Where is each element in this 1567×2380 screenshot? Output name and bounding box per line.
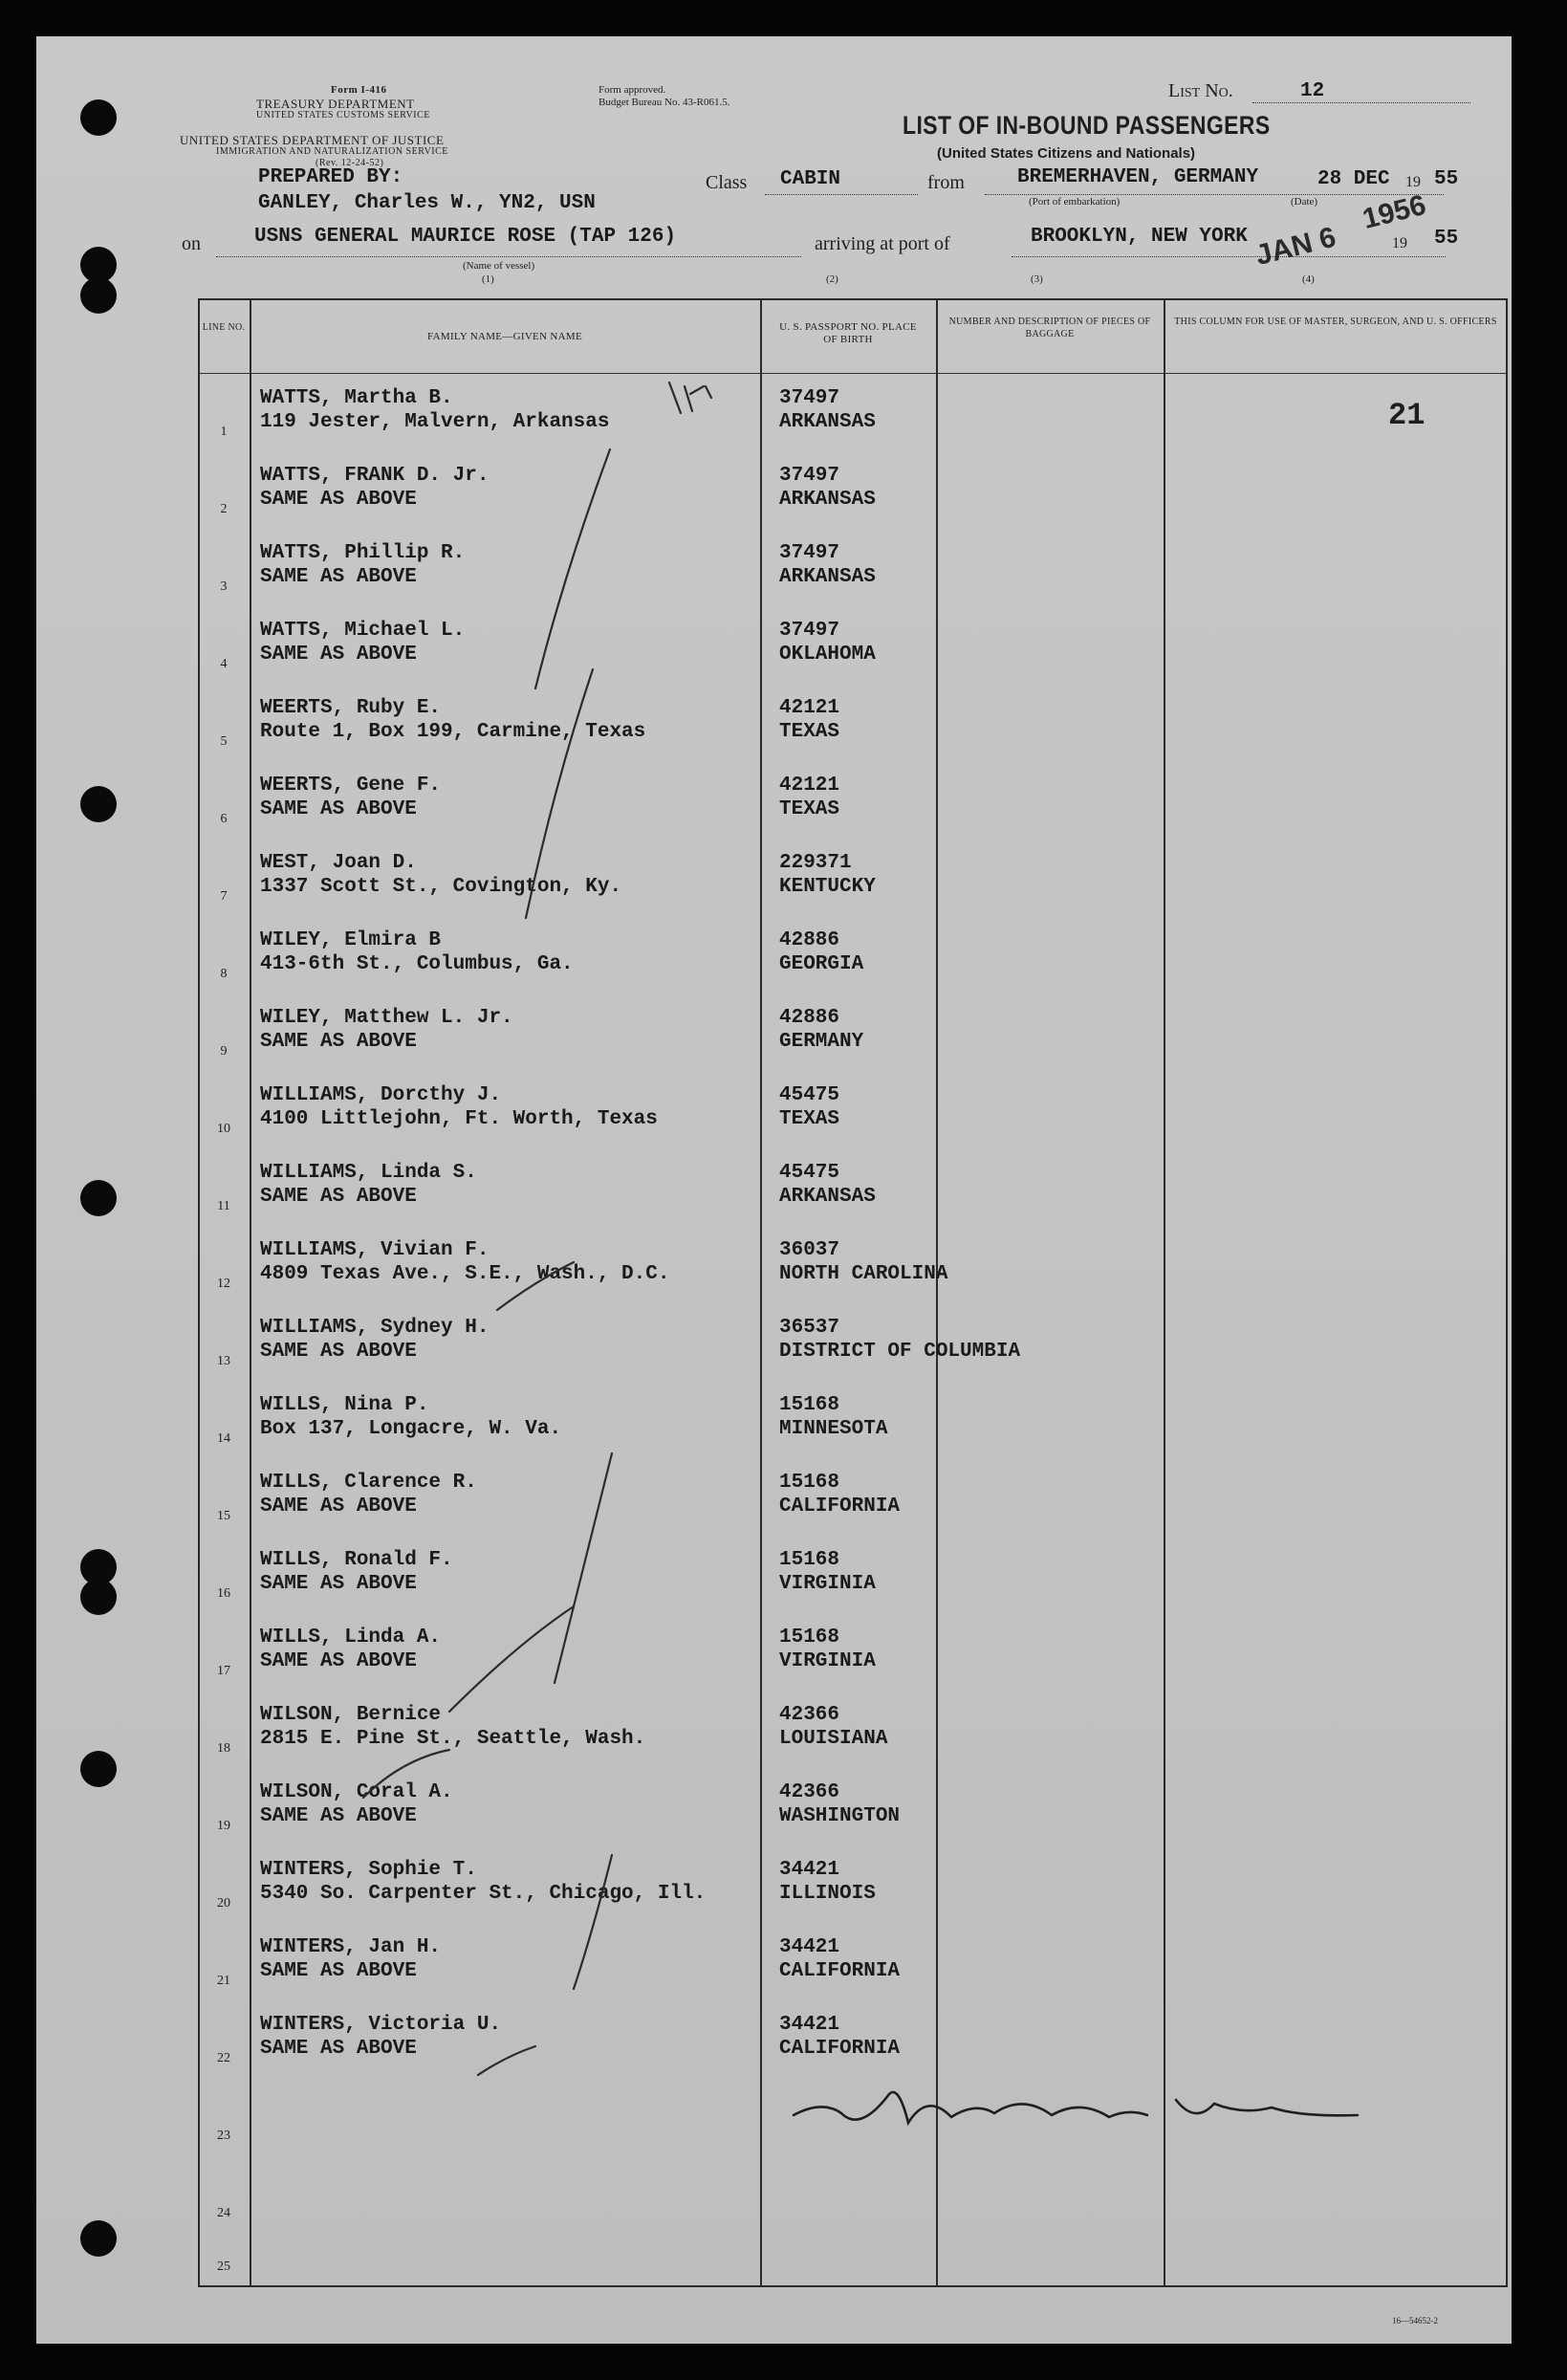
table-row: 3 WATTS, Phillip R. SAME AS ABOVE 37497 ARKANSAS: [220, 542, 876, 594]
passport-number: 42366: [779, 1781, 840, 1803]
arrival-line: [1012, 256, 1446, 257]
binder-hole: [80, 1751, 117, 1787]
year-value: 55: [1434, 168, 1459, 190]
col-header-officers: THIS COLUMN FOR USE OF MASTER, SURGEON, AND U. S. OFFICERS: [1174, 317, 1497, 327]
passenger-address: SAME AS ABOVE: [260, 1031, 417, 1053]
form-number: Form I-416: [331, 84, 387, 96]
place-of-birth: DISTRICT OF COLUMBIA: [779, 1341, 1021, 1363]
passenger-address: 5340 So. Carpenter St., Chicago, Ill.: [260, 1883, 707, 1905]
passport-number: 37497: [779, 620, 840, 642]
place-of-birth: NORTH CAROLINA: [779, 1263, 948, 1285]
table-row: 23: [217, 2129, 230, 2143]
passenger-address: SAME AS ABOVE: [260, 566, 417, 588]
table-row: 12 WILLIAMS, Vivian F. 4809 Texas Ave., S.E., Wash., D.C. 36037 NORTH CAROLINA: [217, 1239, 948, 1291]
table-row: 6 WEERTS, Gene F. SAME AS ABOVE 42121 TEXAS: [220, 775, 840, 826]
arrival-year-stamp: 1956: [1360, 188, 1429, 236]
table-row: 18 WILSON, Bernice 2815 E. Pine St., Seattle, Wash. 42366 LOUISIANA: [217, 1704, 888, 1756]
from-label: from: [927, 172, 965, 193]
passenger-address: 119 Jester, Malvern, Arkansas: [260, 411, 610, 433]
passport-number: 42886: [779, 929, 840, 951]
passenger-address: 4809 Texas Ave., S.E., Wash., D.C.: [260, 1263, 670, 1285]
passenger-name: WILEY, Elmira B: [260, 929, 442, 951]
customs-service: UNITED STATES CUSTOMS SERVICE: [256, 110, 430, 120]
prepared-by-value: GANLEY, Charles W., YN2, USN: [258, 192, 596, 214]
passport-number: 15168: [779, 1394, 840, 1416]
date-value: 28 DEC: [1317, 168, 1390, 190]
passenger-address: SAME AS ABOVE: [260, 489, 417, 511]
passenger-address: SAME AS ABOVE: [260, 1960, 417, 1982]
passenger-name: WILLIAMS, Dorcthy J.: [260, 1084, 502, 1106]
passport-number: 15168: [779, 1472, 840, 1494]
place-of-birth: TEXAS: [779, 798, 840, 820]
passport-number: 42121: [779, 697, 840, 719]
passenger-name: WILLIAMS, Linda S.: [260, 1162, 477, 1184]
passport-number: 34421: [779, 1859, 840, 1881]
table-row: 4 WATTS, Michael L. SAME AS ABOVE 37497 OKLAHOMA: [220, 620, 876, 671]
treasury-dept: TREASURY DEPARTMENT: [256, 97, 415, 111]
passenger-name: WATTS, FRANK D. Jr.: [260, 465, 490, 487]
passenger-name: WINTERS, Sophie T.: [260, 1859, 477, 1881]
vessel-line: [216, 256, 801, 257]
place-of-birth: ARKANSAS: [779, 566, 876, 588]
passenger-address: SAME AS ABOVE: [260, 644, 417, 666]
arrival-year: 55: [1434, 228, 1459, 250]
binder-hole: [80, 2220, 117, 2257]
table-row: 21 WINTERS, Jan H. SAME AS ABOVE 34421 CALIFORNIA: [217, 1936, 901, 1988]
vessel-name: USNS GENERAL MAURICE ROSE (TAP 126): [254, 226, 677, 248]
passenger-address: SAME AS ABOVE: [260, 1573, 417, 1595]
table-row: 25: [217, 2260, 230, 2274]
prepared-by-label: PREPARED BY:: [258, 166, 403, 188]
passenger-address: 2815 E. Pine St., Seattle, Wash.: [260, 1728, 646, 1750]
revision: (Rev. 12-24-52): [316, 158, 384, 168]
binder-hole: [80, 1180, 117, 1216]
passenger-address: Box 137, Longacre, W. Va.: [260, 1418, 562, 1440]
passenger-name: WILLS, Linda A.: [260, 1627, 442, 1649]
col-header-line: LINE NO.: [202, 322, 246, 333]
table-row: 15 WILLS, Clarence R. SAME AS ABOVE 15168 CALIFORNIA: [217, 1472, 901, 1523]
passport-number: 34421: [779, 2014, 840, 2036]
arrival-date-stamp: JAN 6: [1252, 221, 1339, 273]
passport-number: 42886: [779, 1007, 840, 1029]
passenger-name: WILLS, Nina P.: [260, 1394, 429, 1416]
place-of-birth: CALIFORNIA: [779, 1960, 901, 1982]
passport-number: 37497: [779, 542, 840, 564]
place-of-birth: TEXAS: [779, 721, 840, 743]
table-row: 10 WILLIAMS, Dorcthy J. 4100 Littlejohn, Ft. Worth, Texas 45475 TEXAS: [217, 1084, 840, 1136]
list-no-line: [1252, 102, 1470, 103]
passport-number: 15168: [779, 1627, 840, 1649]
on-label: on: [182, 233, 201, 254]
passenger-name: WILSON, Coral A.: [260, 1781, 453, 1803]
year-prefix: 19: [1405, 174, 1421, 190]
place-of-birth: VIRGINIA: [779, 1573, 876, 1595]
caption-col1: (1): [482, 273, 494, 285]
passenger-address: Route 1, Box 199, Carmine, Texas: [260, 721, 646, 743]
passenger-name: WEERTS, Ruby E.: [260, 697, 442, 719]
class-value: CABIN: [780, 168, 841, 190]
place-of-birth: GEORGIA: [779, 953, 864, 975]
place-of-birth: CALIFORNIA: [779, 2038, 901, 2060]
place-of-birth: ARKANSAS: [779, 1186, 876, 1208]
date-caption: (Date): [1291, 196, 1318, 207]
page-title: LIST OF IN-BOUND PASSENGERS: [903, 111, 1271, 140]
passenger-address: SAME AS ABOVE: [260, 798, 417, 820]
form-approved: Form approved.: [599, 84, 666, 96]
passenger-address: 413-6th St., Columbus, Ga.: [260, 953, 574, 975]
col-header-name: FAMILY NAME—GIVEN NAME: [427, 331, 582, 342]
passenger-name: WILLS, Ronald F.: [260, 1549, 453, 1571]
binder-hole: [80, 277, 117, 314]
passenger-name: WINTERS, Victoria U.: [260, 2014, 502, 2036]
immigration-service: IMMIGRATION AND NATURALIZATION SERVICE: [216, 146, 448, 157]
class-label: Class: [706, 172, 748, 193]
passenger-address: SAME AS ABOVE: [260, 1186, 417, 1208]
table-row: 9 WILEY, Matthew L. Jr. SAME AS ABOVE 42886 GERMANY: [220, 1007, 864, 1059]
page-subtitle: (United States Citizens and Nationals): [937, 145, 1196, 162]
header-rule: [198, 373, 1508, 374]
passenger-name: WATTS, Martha B.: [260, 387, 453, 409]
binder-hole: [80, 1579, 117, 1615]
place-of-birth: ARKANSAS: [779, 411, 876, 433]
table-row: 19 WILSON, Coral A. SAME AS ABOVE 42366 WASHINGTON: [217, 1781, 901, 1833]
passenger-name: WEERTS, Gene F.: [260, 775, 442, 797]
passenger-name: WILLS, Clarence R.: [260, 1472, 477, 1494]
passenger-address: SAME AS ABOVE: [260, 1650, 417, 1672]
table-row: 20 WINTERS, Sophie T. 5340 So. Carpenter St., Chicago, Ill. 34421 ILLINOIS: [217, 1859, 876, 1911]
table-row: 14 WILLS, Nina P. Box 137, Longacre, W. Va. 15168 MINNESOTA: [217, 1394, 888, 1446]
binder-hole: [80, 99, 117, 136]
passport-number: 42366: [779, 1704, 840, 1726]
passport-number: 45475: [779, 1162, 840, 1184]
arrival-year-prefix: 19: [1392, 235, 1407, 251]
col-header-baggage: NUMBER AND DESCRIPTION OF PIECES OF BAGGAGE: [948, 317, 1151, 339]
arrival-port: BROOKLYN, NEW YORK: [1031, 226, 1248, 248]
footer-code: 16—54652-2: [1392, 2316, 1438, 2325]
caption-col4: (4): [1302, 273, 1315, 285]
passport-number: 37497: [779, 387, 840, 409]
place-of-birth: WASHINGTON: [779, 1805, 901, 1827]
passenger-address: SAME AS ABOVE: [260, 2038, 417, 2060]
passport-number: 45475: [779, 1084, 840, 1106]
table-row: 24: [217, 2206, 230, 2220]
from-line: [985, 194, 1444, 195]
place-of-birth: VIRGINIA: [779, 1650, 876, 1672]
passenger-address: SAME AS ABOVE: [260, 1341, 417, 1363]
table-row: 8 WILEY, Elmira B 413-6th St., Columbus, Ga. 42886 GEORGIA: [220, 929, 864, 981]
passenger-name: WEST, Joan D.: [260, 852, 417, 874]
place-of-birth: LOUISIANA: [779, 1728, 888, 1750]
list-no-value: 12: [1300, 80, 1325, 102]
passenger-name: WATTS, Phillip R.: [260, 542, 466, 564]
caption-col3: (3): [1031, 273, 1043, 285]
passport-number: 37497: [779, 465, 840, 487]
place-of-birth: TEXAS: [779, 1108, 840, 1130]
place-of-birth: KENTUCKY: [779, 876, 876, 898]
place-of-birth: MINNESOTA: [779, 1418, 888, 1440]
passport-number: 36537: [779, 1317, 840, 1339]
from-value: BREMERHAVEN, GERMANY: [1017, 166, 1259, 188]
col-header-passport: U. S. PASSPORT NO. PLACE OF BIRTH: [779, 321, 917, 345]
passenger-name: WINTERS, Jan H.: [260, 1936, 442, 1958]
passenger-address: SAME AS ABOVE: [260, 1496, 417, 1518]
table-row: 7 WEST, Joan D. 1337 Scott St., Covington, Ky. 229371 KENTUCKY: [220, 852, 876, 904]
passenger-address: SAME AS ABOVE: [260, 1805, 417, 1827]
caption-col2: (2): [826, 273, 838, 285]
table-row: 1 WATTS, Martha B. 119 Jester, Malvern, Arkansas 37497 ARKANSAS: [220, 387, 876, 439]
passenger-name: WILLIAMS, Sydney H.: [260, 1317, 490, 1339]
passport-number: 34421: [779, 1936, 840, 1958]
officer-note: 21: [1388, 398, 1426, 433]
place-of-birth: CALIFORNIA: [779, 1496, 901, 1518]
passenger-address: 1337 Scott St., Covington, Ky.: [260, 876, 622, 898]
passport-number: 15168: [779, 1549, 840, 1571]
arriving-label: arriving at port of: [815, 233, 950, 254]
table-row: 16 WILLS, Ronald F. SAME AS ABOVE 15168 VIRGINIA: [217, 1549, 876, 1601]
place-of-birth: ILLINOIS: [779, 1883, 876, 1905]
passenger-address: 4100 Littlejohn, Ft. Worth, Texas: [260, 1108, 658, 1130]
table-row: 17 WILLS, Linda A. SAME AS ABOVE 15168 VIRGINIA: [217, 1627, 876, 1678]
class-line: [765, 194, 918, 195]
place-of-birth: OKLAHOMA: [779, 644, 876, 666]
passport-number: 42121: [779, 775, 840, 797]
port-embarkation-caption: (Port of embarkation): [1029, 196, 1121, 207]
table-row: 22 WINTERS, Victoria U. SAME AS ABOVE 34421 CALIFORNIA: [217, 2014, 901, 2065]
table-row: 11 WILLIAMS, Linda S. SAME AS ABOVE 45475 ARKANSAS: [217, 1162, 876, 1213]
list-no-label: List No.: [1168, 80, 1233, 101]
place-of-birth: ARKANSAS: [779, 489, 876, 511]
passenger-name: WILLIAMS, Vivian F.: [260, 1239, 490, 1261]
passenger-name: WILSON, Bernice: [260, 1704, 442, 1726]
place-of-birth: GERMANY: [779, 1031, 864, 1053]
vessel-caption: (Name of vessel): [463, 260, 535, 272]
passenger-name: WATTS, Michael L.: [260, 620, 466, 642]
table-row: 2 WATTS, FRANK D. Jr. SAME AS ABOVE 37497 ARKANSAS: [220, 465, 876, 516]
justice-dept: UNITED STATES DEPARTMENT OF JUSTICE: [180, 133, 445, 147]
table-row: 13 WILLIAMS, Sydney H. SAME AS ABOVE 36537 DISTRICT OF COLUMBIA: [217, 1317, 1021, 1368]
table-row: 5 WEERTS, Ruby E. Route 1, Box 199, Carmine, Texas 42121 TEXAS: [220, 697, 840, 749]
budget-bureau: Budget Bureau No. 43-R061.5.: [599, 97, 730, 108]
binder-hole: [80, 786, 117, 822]
passport-number: 36037: [779, 1239, 840, 1261]
passenger-name: WILEY, Matthew L. Jr.: [260, 1007, 513, 1029]
passport-number: 229371: [779, 852, 852, 874]
